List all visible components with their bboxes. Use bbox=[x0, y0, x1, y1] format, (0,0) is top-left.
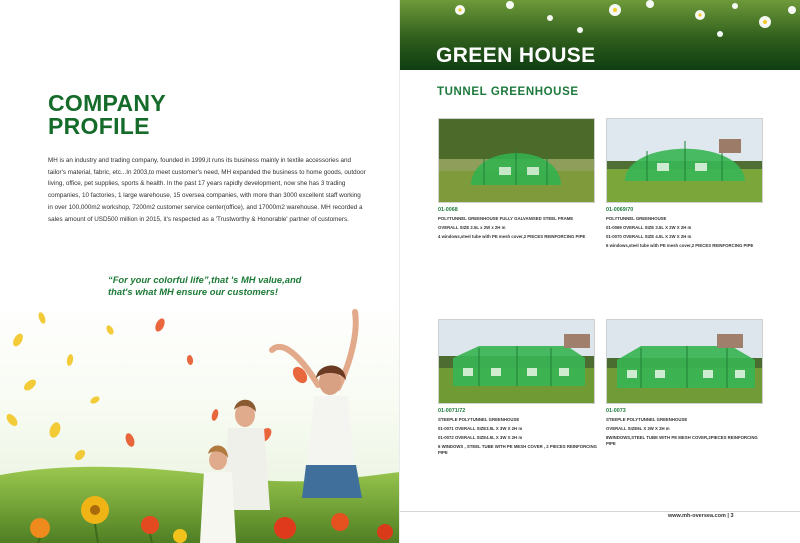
footer-website-page-number: www.mh-oversea.com | 3 bbox=[668, 513, 734, 519]
product-spec-line: STEEPLE POLYTUNNEL GREENHOUSE bbox=[606, 417, 688, 422]
product-spec-line: OVERALL SIZE6L X 3W X 2H m bbox=[606, 426, 670, 431]
title-line-1: COMPANY bbox=[48, 90, 166, 116]
company-slogan bbox=[108, 274, 358, 298]
product-spec-line: 01-0069 OVERALL SIZE 3.5L X 2W X 2H m bbox=[606, 225, 692, 230]
product-code: 01-0071/72 bbox=[438, 408, 466, 414]
product-card-01-0069-70 bbox=[606, 118, 766, 249]
product-spec-line: STEEPLE POLYTUNNEL GREENHOUSE bbox=[438, 417, 520, 422]
greenhouse-photo bbox=[606, 319, 763, 404]
product-spec-line: 01-0071 OVERALL SIZE3.5L X 3W X 2H m bbox=[438, 426, 523, 431]
title-line-2: PROFILE bbox=[48, 113, 150, 139]
slogan-line-1: “For your colorful life”,that 's MH value,and bbox=[108, 274, 302, 285]
greenhouse-photo bbox=[438, 319, 595, 404]
product-spec-line: 6 windows,steel tube with PE mesh cover,2 PIECES REINFORCING PIPE bbox=[606, 243, 754, 248]
product-spec-line: OVERALL SIZE 2.5L x 2W x 2H m bbox=[438, 225, 506, 230]
greenhouse-banner-title: GREEN HOUSE bbox=[436, 44, 596, 67]
greenhouse-photo bbox=[606, 118, 763, 203]
right-page bbox=[400, 0, 800, 543]
product-code: 01-0073 bbox=[606, 408, 626, 414]
family-flower-field-photo bbox=[0, 300, 400, 543]
greenhouse-photo bbox=[438, 118, 595, 203]
product-card-01-0071-72 bbox=[438, 319, 598, 456]
slogan-line-2: that's what MH ensure our customers! bbox=[108, 286, 278, 297]
product-spec-line: 01-0070 OVERALL SIZE 4.5L X 2W X 2H m bbox=[606, 234, 692, 239]
product-spec-line: POLYTUNNEL GREENHOUSE FULLY GALVANISED STEEL FRAME bbox=[438, 216, 574, 221]
company-profile-title bbox=[48, 92, 166, 138]
product-spec-line: 8WINDOWS,STEEL TUBE WITH PE MESH COVER,2PIECES REINFORCING PIPE bbox=[606, 435, 758, 446]
tunnel-greenhouse-heading: TUNNEL GREENHOUSE bbox=[437, 86, 579, 98]
product-spec-line: POLYTUNNEL GREENHOUSE bbox=[606, 216, 667, 221]
product-card-01-0073 bbox=[606, 319, 766, 447]
footer-divider bbox=[400, 511, 800, 512]
product-spec-line: 6 WINDOWS , STEEL TUBE WITH PE MESH COVER , 2 PIECES REINFORCING PIPE bbox=[438, 444, 597, 455]
product-card-01-0068 bbox=[438, 118, 598, 240]
product-spec-line: 01-0072 OVERALL SIZE4.5L X 3W X 2H m bbox=[438, 435, 523, 440]
company-description: MH is an industry and trading company, founded in 1999,it runs its business mainly in textile accessories and tailor's material, fabric, etc...In 2003,to meet customer's need, MH expanded the business to home goods, outdoor living, office, pet supplies, sports & health. In the past 17 years rapidly development, now she has 3 trading companies, 10 factories, 1 large warehouse, 15 oversea companies, with more than 3000 excellent staff working in over 100,000m2 workshop, 7200m2 customer service center(office), and 17000m2 warehouse. MH recorded a sales amount of USD500 million in 2015, it's respected as a 'Trustworthy & Honorable' partner of customers. bbox=[48, 157, 366, 223]
product-spec-line: 4 windows,steel tube with PE mesh cover,2 PIECES REINFORCING PIPE bbox=[438, 234, 586, 239]
product-code: 01-0069/70 bbox=[606, 207, 634, 213]
product-code: 01-0068 bbox=[438, 207, 458, 213]
